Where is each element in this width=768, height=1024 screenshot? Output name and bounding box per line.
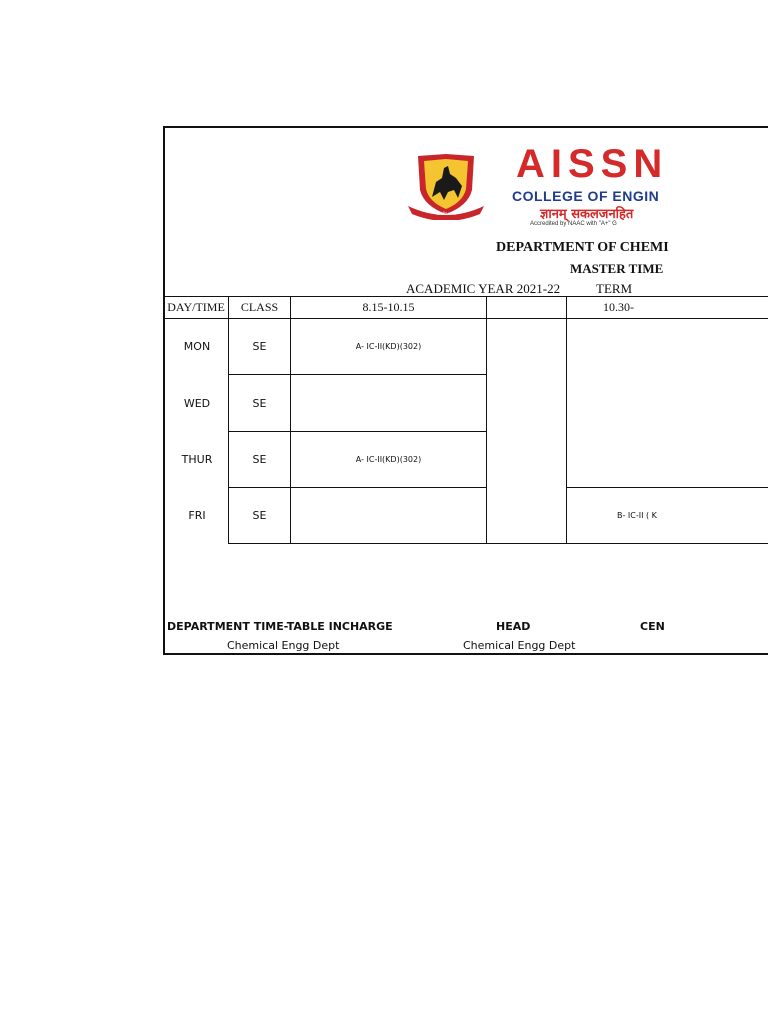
incharge-dept: Chemical Engg Dept — [227, 639, 340, 652]
row-class-thur: SE — [228, 431, 291, 488]
college-crest-logo — [408, 152, 484, 220]
row-class-wed: SE — [228, 374, 291, 432]
header-slot-1: 8.15-10.15 — [290, 296, 487, 319]
master-timetable-title: MASTER TIME — [570, 261, 664, 276]
slot-thur-1: A- IC-II(KD)(302) — [290, 431, 487, 488]
logo-banner-text: सत्यमेव जयते — [436, 211, 456, 216]
row-class-fri: SE — [228, 487, 291, 544]
college-name-subtitle: COLLEGE OF ENGIN — [512, 188, 660, 204]
row-day-fri: FRI — [188, 509, 206, 522]
timetable-sheet — [163, 126, 768, 655]
header-day-time: DAY/TIME — [163, 296, 229, 319]
row-day-wed: WED — [183, 396, 211, 410]
slot-wed-1 — [290, 374, 487, 432]
head-title: HEAD — [496, 620, 531, 633]
row-day-mon: MON — [183, 340, 211, 353]
term-label: TERM — [596, 281, 633, 296]
incharge-title: DEPARTMENT TIME-TABLE INCHARGE — [167, 620, 393, 633]
department-title: DEPARTMENT OF CHEMI — [496, 240, 669, 255]
slot-mon-1: A- IC-II(KD)(302) — [290, 318, 487, 375]
academic-year: ACADEMIC YEAR 2021-22 — [406, 281, 561, 296]
header-slot-2 — [486, 296, 567, 319]
slot-mon-thur-3 — [566, 318, 768, 488]
row-class-mon: SE — [228, 318, 291, 375]
accreditation-text: Accredited by NAAC with "A+" G — [530, 221, 617, 227]
break-column — [486, 318, 567, 544]
third-signatory-title: CEN — [640, 620, 665, 633]
row-day-thur: THUR — [181, 453, 213, 466]
college-motto: ज्ञानम् सकलजनहित — [540, 207, 634, 222]
slot-fri-1 — [290, 487, 487, 544]
header-class: CLASS — [228, 296, 291, 319]
college-name-title: AISSN — [516, 142, 669, 186]
header-slot-3: 10.30- — [566, 296, 768, 319]
slot-fri-3: B- IC-II ( K — [566, 487, 768, 544]
head-dept: Chemical Engg Dept — [463, 639, 576, 652]
